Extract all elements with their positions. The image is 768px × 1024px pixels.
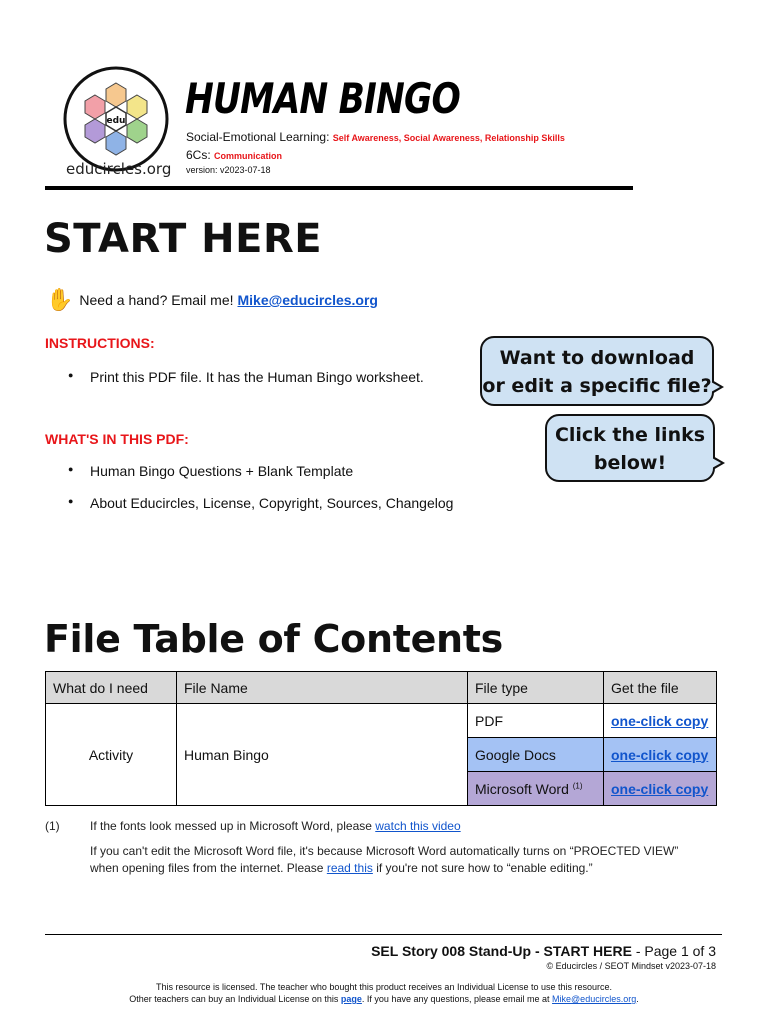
column-header: File Name — [177, 672, 468, 704]
note-line-2 — [90, 843, 678, 877]
logo-center-text: edu — [106, 116, 126, 126]
waving-hand-icon: ✋ — [46, 287, 74, 312]
copy-link-word[interactable]: one-click copy — [611, 780, 709, 797]
file-table — [45, 671, 717, 806]
bubble-line: or edit a specific file? — [482, 375, 712, 397]
note-text: when opening files from the internet. Please — [90, 861, 324, 875]
column-header: What do I need — [46, 672, 177, 704]
footer-page: - Page 1 of 3 — [635, 943, 716, 959]
contents-list — [68, 463, 453, 527]
instructions-label: INSTRUCTIONS: — [45, 335, 155, 351]
file-type-cell: Google Docs — [468, 738, 604, 772]
table-header-row — [46, 672, 717, 704]
file-name-cell: Human Bingo — [177, 704, 468, 806]
click-links-bubble — [545, 414, 715, 482]
start-heading: START HERE — [44, 216, 323, 262]
sixc-value: Communication — [214, 151, 283, 161]
license-line-2 — [0, 993, 768, 1005]
file-type-label: Microsoft Word — [475, 780, 569, 797]
list-item: ● About Educircles, License, Copyright, Sources, Changelog — [68, 495, 453, 511]
help-line — [46, 287, 378, 313]
license-text: Other teachers can buy an Individual License on this — [129, 994, 339, 1004]
logo-site-text: educircles.org — [66, 160, 172, 178]
list-item: ● Human Bingo Questions + Blank Template — [68, 463, 453, 479]
license-text: . — [636, 994, 639, 1004]
help-email-link[interactable]: Mike@educircles.org — [237, 292, 378, 308]
sixc-label: 6Cs: — [186, 148, 211, 162]
bubble-tail-fill — [712, 458, 721, 468]
sel-label: Social-Emotional Learning: — [186, 130, 330, 144]
need-cell: Activity — [46, 704, 177, 806]
note-line-1 — [90, 818, 461, 835]
list-item: ● Print this PDF file. It has the Human Bingo worksheet. — [68, 369, 424, 385]
license-email-link[interactable]: Mike@educircles.org — [552, 994, 637, 1004]
doc-title: HUMAN BINGO — [185, 74, 460, 123]
license-page-link[interactable]: page — [340, 994, 362, 1004]
footnote-marker: (1) — [45, 819, 60, 833]
note-text: if you're not sure how to “enable editing.” — [376, 861, 593, 875]
read-this-link[interactable]: read this — [326, 861, 373, 875]
note-text: If you can't edit the Microsoft Word file, it's because Microsoft Word automatically turns on “PROECTED VIEW” — [90, 844, 679, 858]
version-text: version: v2023-07-18 — [186, 165, 271, 175]
note-text-2 — [90, 860, 678, 877]
file-type-cell — [468, 772, 604, 806]
copy-link-google-docs[interactable]: one-click copy — [611, 746, 709, 763]
note-text: If the fonts look messed up in Microsoft Word, please — [90, 819, 372, 833]
instructions-list — [68, 369, 424, 401]
footnote-ref: (1) — [572, 780, 583, 790]
bubble-tail-fill — [711, 382, 720, 392]
footer-title — [371, 943, 716, 959]
column-header: Get the file — [604, 672, 717, 704]
watch-video-link[interactable]: watch this video — [375, 819, 461, 833]
bubble-line: Want to download — [499, 347, 695, 369]
sixc-line — [186, 148, 282, 162]
footer-copyright: © Educircles / SEOT Mindset v2023-07-18 — [546, 961, 716, 971]
header-divider — [45, 186, 633, 190]
file-type-cell: PDF — [468, 704, 604, 738]
help-text: Need a hand? Email me! — [79, 292, 234, 308]
table-row — [46, 704, 717, 738]
column-header: File type — [468, 672, 604, 704]
footer-divider — [45, 934, 722, 935]
footer-doc-title: SEL Story 008 Stand-Up - START HERE — [371, 943, 632, 959]
bubble-line: Click the links — [554, 424, 706, 446]
download-bubble — [480, 336, 714, 406]
sel-value: Self Awareness, Social Awareness, Relationship Skills — [332, 133, 565, 143]
sel-line — [186, 130, 565, 144]
toc-heading: File Table of Contents — [44, 617, 503, 661]
contents-label: WHAT'S IN THIS PDF: — [45, 431, 189, 447]
license-line-1: This resource is licensed. The teacher who bought this product receives an Individual License to use this resource. — [155, 982, 613, 992]
copy-link-pdf[interactable]: one-click copy — [611, 712, 709, 729]
bubble-line: below! — [593, 452, 667, 474]
license-text: . If you have any questions, please email me at — [361, 994, 550, 1004]
